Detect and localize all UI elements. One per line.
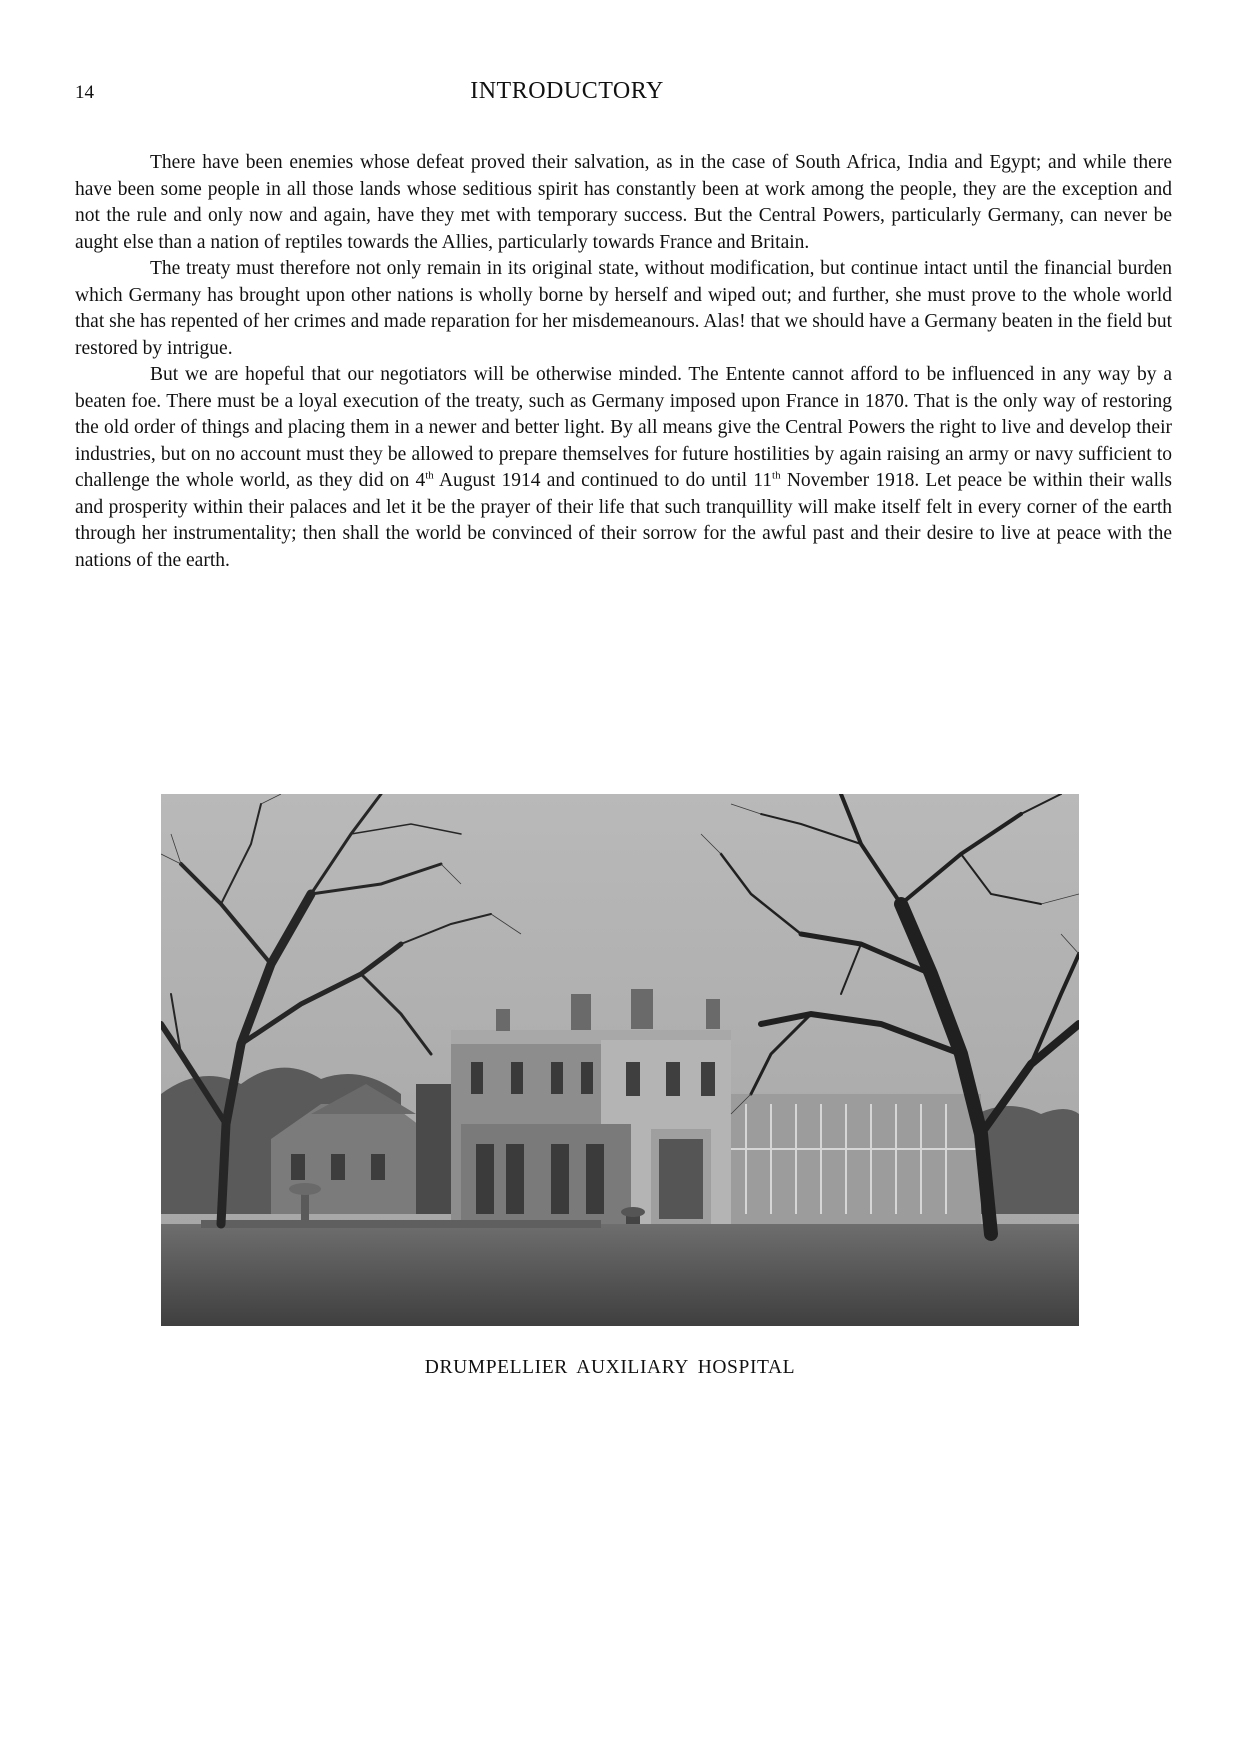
paragraph xyxy=(75,362,1172,574)
figure-caption: DRUMPELLIER AUXILIARY HOSPITAL xyxy=(424,1357,796,1378)
body-text xyxy=(75,150,1172,574)
paragraph-text: August 1914 and continued to do until 11 xyxy=(433,470,773,491)
paragraph-text: November 1918. Let peace be within their walls and prosperity within their palaces and let it be the prayer of their life that such tranquillity will make itself felt in every corner of the earth through her instrumentality; then shall the world be convinced of their sorrow for the awful past and their desire to live at peace with the nations of the earth. xyxy=(75,470,1172,571)
running-title: INTRODUCTORY xyxy=(470,78,664,104)
ordinal-suffix: th xyxy=(425,469,434,482)
hospital-photograph xyxy=(161,794,1079,1326)
paragraph: The treaty must therefore not only remain in its original state, without modification, but continue intact until the financial burden which Germany has brought upon other nations is wholly borne by herself and wiped out; and further, she must prove to the whole world that she has repented of her crimes and made reparation for her misdemeanours. Alas! that we should have a Germany beaten in the field but restored by intrigue. xyxy=(75,258,1172,359)
paragraph: There have been enemies whose defeat proved their salvation, as in the case of South Africa, India and Egypt; and while there have been some people in all those lands whose seditious spirit has constantly been at work among the people, they are the exception and not the rule and only now and again, have they met with temporary success. But the Central Powers, particularly Germany, can never be aught else than a nation of reptiles towards the Allies, particularly towards France and Britain. xyxy=(75,152,1172,253)
ordinal-suffix: th xyxy=(772,469,781,482)
page-number: 14 xyxy=(75,82,94,103)
paragraph-text: But we are hopeful that our negotiators will be otherwise minded. The Entente cannot afford to be influenced in any way by a beaten foe. There must be a loyal execution of the treaty, such as Germany imposed upon France in 1870. That is the only way of restoring the old order of things and placing them in a newer and better light. By all means give the Central Powers the right to live and develop their industries, but on no account must they be allowed to prepare themselves for future hostilities by again raising an army or navy sufficient to challenge the whole world, as they did on 4 xyxy=(75,364,1172,491)
